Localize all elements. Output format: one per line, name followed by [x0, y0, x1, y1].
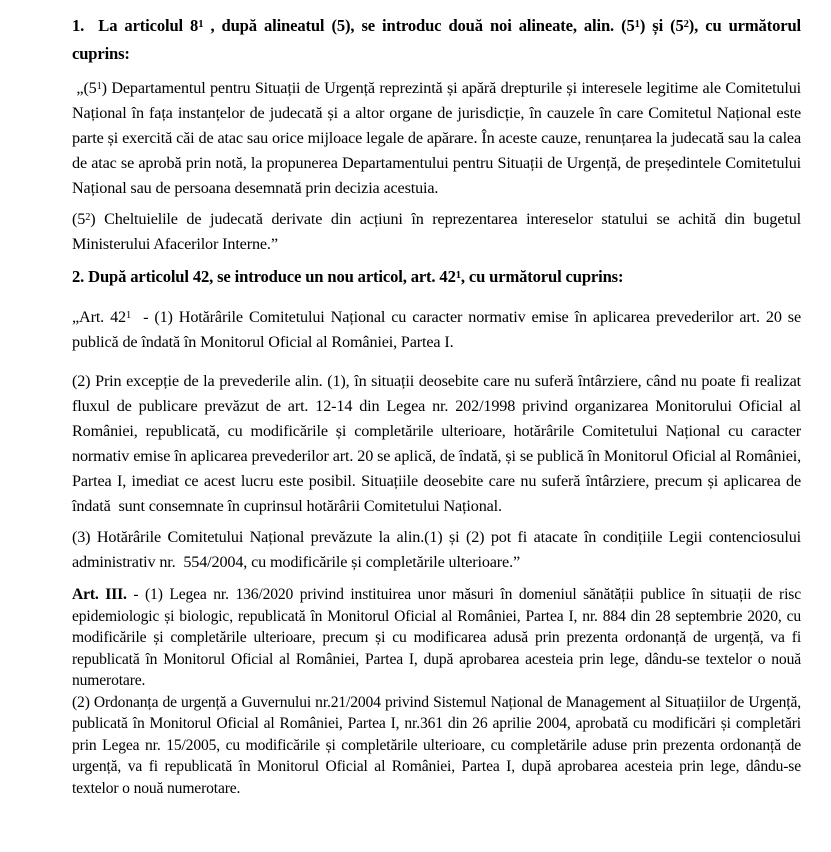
para-5-1: $„(5^1)$ Departamentul pentru Situații de Urgență reprezintă și apără drepturile și interesele legitime ale Comitetului Național în fața instanțelor de judecată și a altor organe de jurisdicție, în cauzele în care Comitetul Național este parte și exercită căi de atac sau orice mijloace legale de apărare. În aceste cauze, renunțarea la judecată sau la calea de atac se aprobă prin notă, la propunerea Departamentului pentru Situații de Urgență, de președintele Comitetului Național sau de persoana desemnată prin decizia acestuia. [72, 79, 802, 197]
para-alin-2: (2) Prin excepție de la prevederile alin. (1), în situații deosebite care nu suferă întârziere, când nu poate fi realizat fluxul de publicare prevăzut de art. 12-14 din Legea nr. 202/1998 privind organizarea Monitorului Oficial al României, republicată, cu modificările și completările ulterioare, hotărârile Comitetului Național cu caracter normativ emise în aplicarea prevederilor art. 20 se aplică, de îndată, și se publică în Monitorul Oficial al României, Partea I, imediat ce acest lucru este posibil. Situațiile deosebite care nu suferă întârziere, precum și aplicarea de îndată sunt consemnate în cuprinsul hotărârii Comitetului Național. [72, 372, 801, 515]
clause-1-heading: 1. La articolul $8^1$ , după alineatul (5), se introduc două noi alineate, alin. $(5^1)$ și $(5^2)$, cu următorul cuprins: [72, 16, 801, 63]
art-iii-para-2: (2) Ordonanța de urgență a Guvernului nr.21/2004 privind Sistemul Național de Management al Situațiilor de Urgență, publicată în Monitorul Oficial al României, Partea I, nr.361 din 26 aprilie 2004, aprobată cu modificări și completări prin Legea nr. 15/2005, cu modificările și completările ulterioare, cu completările aduse prin prezenta ordonanță de urgență, va fi republicată în Monitorul Oficial al României, Partea I, după aprobarea acesteia prin lege, dându-se textelor o nouă numerotare. [72, 693, 801, 797]
para-5-2: $(5^2)$ Cheltuielile de judecată derivate din acțiuni în reprezentarea intereselor statului se achită din bugetul Ministerului Afacerilor Interne.” [72, 210, 801, 253]
clause-2-heading: 2. După articolul 42, se introduce un nou articol, art. $42^1$, cu următorul cuprins: [72, 267, 624, 286]
para-alin-3: (3) Hotărârile Comitetului Național prevăzute la alin.(1) și (2) pot fi atacate în condițiile Legii contenciosului administrativ nr. 554/2004, cu modificările și completările ulterioare.” [72, 528, 801, 571]
art-iii-para-1: Art. III. - (1) Legea nr. 136/2020 privind instituirea unor măsuri în domeniul sănătății publice în situații de risc epidemiologic și biologic, republicată în Monitorul Oficial al României, Partea I, nr. 884 din 28 septembrie 2020, cu modificările și completările ulterioare, precum și cu modificarea adusă prin prezenta ordonanță de urgență, va fi republicată în Monitorul Oficial al României, Partea I, după aprobarea acesteia prin lege, dându-se textelor o nouă numerotare. [72, 586, 801, 689]
para-art-42-1: „Art. $42^1 - (1)$ Hotărârile Comitetului Național cu caracter normativ emise în aplicarea prevederilor art. 20 se publică de îndată în Monitorul Oficial al României, Partea I. [72, 308, 801, 351]
